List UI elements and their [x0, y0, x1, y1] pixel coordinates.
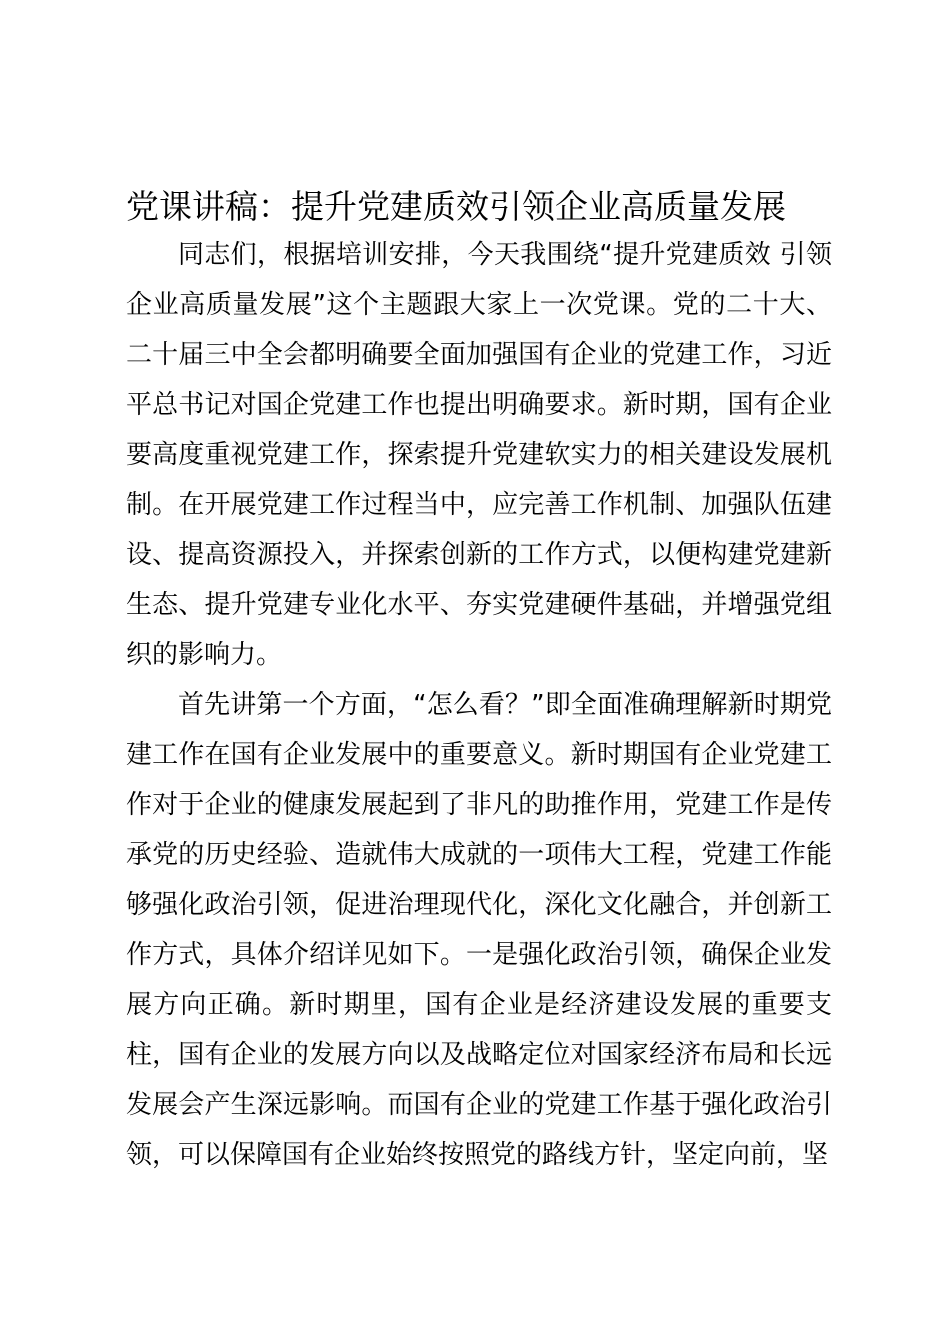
- document-body: [126, 230, 832, 1180]
- paragraph-intro: 同志们，根据培训安排，今天我围绕“提升党建质效 引领企业高质量发展”这个主题跟大家上一次党课。党的二十大、二十届三中全会都明确要全面加强国有企业的党建工作，习近平总书记对国企党建工作也提出明确要求。新时期，国有企业要高度重视党建工作，探索提升党建软实力的相关建设发展机制。在开展党建工作过程当中，应完善工作机制、加强队伍建设、提高资源投入，并探索创新的工作方式，以便构建党建新生态、提升党建专业化水平、夯实党建硬件基础，并增强党组织的影响力。: [126, 240, 832, 670]
- paragraph-first-aspect: 首先讲第一个方面，“怎么看？”即全面准确理解新时期党建工作在国有企业发展中的重要意义。新时期国有企业党建工作对于企业的健康发展起到了非凡的助推作用，党建工作是传承党的历史经验、造就伟大成就的一项伟大工程，党建工作能够强化政治引领，促进治理现代化，深化文化融合，并创新工作方式，具体介绍详见如下。一是强化政治引领，确保企业发展方向正确。新时期里，国有企业是经济建设发展的重要支柱，国有企业的发展方向以及战略定位对国家经济布局和长远发展会产生深远影响。而国有企业的党建工作基于强化政治引领，可以保障国有企业始终按照党的路线方针，坚定向前，坚: [126, 690, 832, 1170]
- document-title: 党课讲稿：提升党建质效引领企业高质量发展: [126, 187, 786, 226]
